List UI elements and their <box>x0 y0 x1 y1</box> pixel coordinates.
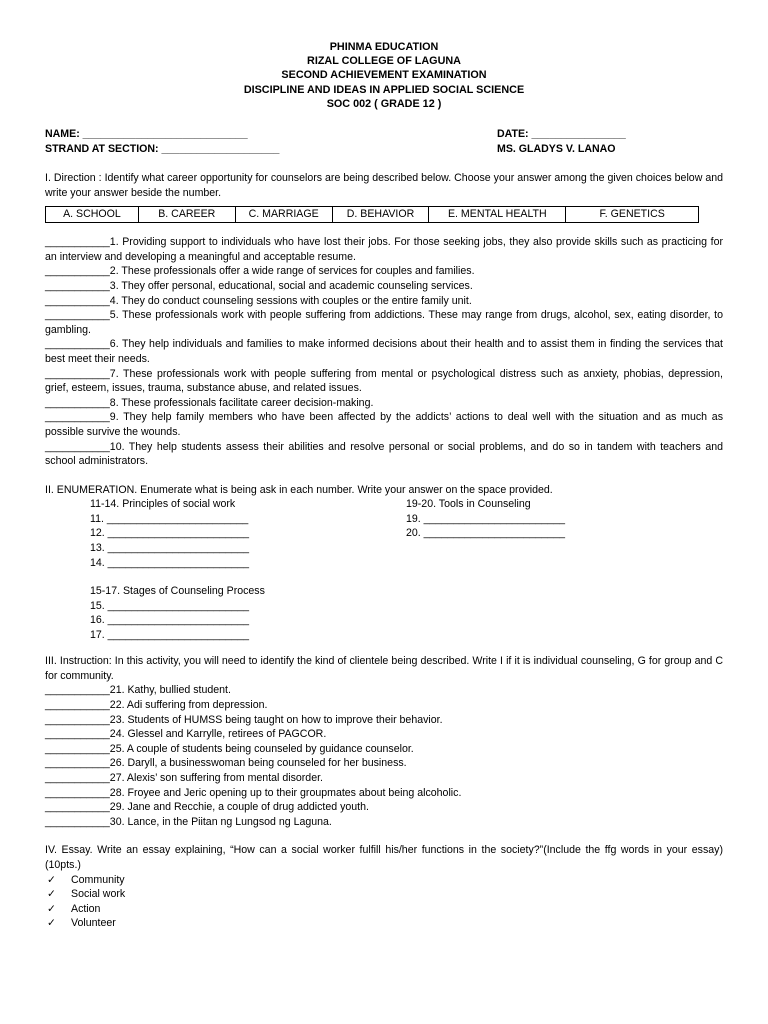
essay-word-item: ✓ Community <box>47 873 125 886</box>
header-exam-title: SECOND ACHIEVEMENT EXAMINATION <box>281 69 487 82</box>
essay-word-item: ✓ Action <box>47 902 101 915</box>
question-item: ___________4. They do conduct counseling sessions with couples or the entire family unit. <box>45 294 472 307</box>
answer-line[interactable]: 11. ________________________ <box>90 512 249 525</box>
answer-line[interactable]: 14. ________________________ <box>90 556 250 569</box>
question-item: ___________25. A couple of students being counseled by guidance counselor. <box>45 742 414 755</box>
choice-cell: F. GENETICS <box>565 207 698 222</box>
question-item: ___________1. Providing support to individuals who have lost their jobs. For those seeking jobs, they also provide skills such as practicing for an interview and developing a meaningful and acceptable resume. <box>45 236 723 263</box>
student-info <box>45 127 723 157</box>
essay-word-list <box>45 873 723 931</box>
choice-cell: E. MENTAL HEALTH <box>428 207 565 222</box>
header-school-system: PHINMA EDUCATION <box>329 41 439 53</box>
name-field[interactable]: NAME: ____________________________ <box>45 128 248 141</box>
question-item: ___________10. They help students assess their abilities and resolve personal or social problems, and do so in tandem with teachers and school administrators. <box>45 440 723 468</box>
group-title: 19-20. Tools in Counseling <box>406 498 531 511</box>
part3-direction: III. Instruction: In this activity, you will need to identify the kind of clientele being described. Write I if it is individual counseling, G for group and C for community. <box>45 655 723 682</box>
question-item: ___________6. They help individuals and families to make informed decisions about their health and to assist them in finding the services that best meet their needs. <box>45 338 723 365</box>
answer-line[interactable]: 20. ________________________ <box>406 527 566 540</box>
answer-line[interactable]: 19. ________________________ <box>406 512 566 525</box>
teacher-name: MS. GLADYS V. LANAO <box>497 143 616 156</box>
enumeration-section <box>45 497 723 642</box>
group-title: 15-17. Stages of Counseling Process <box>90 585 265 598</box>
part1-direction: I. Direction : Identify what career opportunity for counselors are being described below. Choose your answer among the given choices below and write your answer beside the number. <box>45 172 723 199</box>
date-field[interactable]: DATE: ________________ <box>497 128 626 141</box>
checkmark-icon: ✓ <box>47 873 56 886</box>
part4-direction: IV. Essay. Write an essay explaining, “How can a social worker fulfill his/her functions in the society?”(Include the ffg words in your essay) (10pts.) <box>45 844 723 872</box>
question-item: ___________23. Students of HUMSS being taught on how to improve their behavior. <box>45 713 443 726</box>
answer-line[interactable]: 15. ________________________ <box>90 599 250 612</box>
tools-group <box>406 497 565 541</box>
group-title: 11-14. Principles of social work <box>90 498 236 511</box>
question-item: ___________30. Lance, in the Piitan ng Lungsod ng Laguna. <box>45 815 332 828</box>
question-item: ___________21. Kathy, bullied student. <box>45 684 231 697</box>
question-item: ___________28. Froyee and Jeric opening up to their groupmates about being alcoholic. <box>45 786 462 799</box>
stages-group <box>90 584 265 642</box>
header-college: RIZAL COLLEGE OF LAGUNA <box>307 55 461 68</box>
checkmark-icon: ✓ <box>47 917 56 930</box>
part2-direction: II. ENUMERATION. Enumerate what is being ask in each number. Write your answer on the space provided. <box>45 483 553 496</box>
checkmark-icon: ✓ <box>47 888 56 901</box>
header-course-code: SOC 002 ( GRADE 12 ) <box>326 97 442 110</box>
choice-cell: A. SCHOOL <box>63 208 121 221</box>
question-item: ___________2. These professionals offer a wide range of services for couples and families. <box>45 265 475 278</box>
question-item: ___________27. Alexis’ son suffering from mental disorder. <box>45 772 323 785</box>
header-subject: DISCIPLINE AND IDEAS IN APPLIED SOCIAL SCIENCE <box>243 83 525 96</box>
question-item: ___________24. Glessel and Karrylle, retirees of PAGCOR. <box>45 728 327 741</box>
question-item: ___________8. These professionals facilitate career decision-making. <box>45 396 374 409</box>
choice-cell: B. CAREER <box>138 207 235 222</box>
question-item: ___________5. These professionals work with people suffering from addictions. These may range from drugs, alcohol, sex, eating disorder, to gambling. <box>45 309 723 336</box>
answer-line[interactable]: 16. ________________________ <box>90 614 250 627</box>
part3-items <box>45 683 723 829</box>
question-item: ___________3. They offer personal, educational, social and academic counseling services. <box>45 279 473 292</box>
exam-header <box>45 40 723 111</box>
essay-word-item: ✓ Social work <box>47 888 126 901</box>
strand-section-field[interactable]: STRAND AT SECTION: ____________________ <box>45 143 280 156</box>
essay-word-item: ✓ Volunteer <box>47 917 116 930</box>
exam-page <box>45 40 723 931</box>
choices-table <box>45 206 699 223</box>
answer-line[interactable]: 17. ________________________ <box>90 629 250 642</box>
question-item: ___________22. Adi suffering from depression. <box>45 699 268 712</box>
principles-group <box>90 497 249 570</box>
question-item: ___________7. These professionals work with people suffering from mental or psychological distress such as anxiety, phobias, depression, grief, esteem, issues, trauma, substance abuse, and related issues. <box>45 367 723 395</box>
part1-items <box>45 235 723 469</box>
question-item: ___________9. They help family members who have been affected by the addicts’ actions to deal well with the situation and as much as possible survive the wounds. <box>45 411 723 438</box>
question-item: ___________26. Daryll, a businesswoman being counseled for her business. <box>45 757 407 770</box>
choice-cell: C. MARRIAGE <box>235 207 332 222</box>
answer-line[interactable]: 13. ________________________ <box>90 542 250 555</box>
checkmark-icon: ✓ <box>47 902 56 915</box>
choice-cell: D. BEHAVIOR <box>332 207 429 222</box>
question-item: ___________29. Jane and Recchie, a couple of drug addicted youth. <box>45 801 369 814</box>
answer-line[interactable]: 12. ________________________ <box>90 527 250 540</box>
